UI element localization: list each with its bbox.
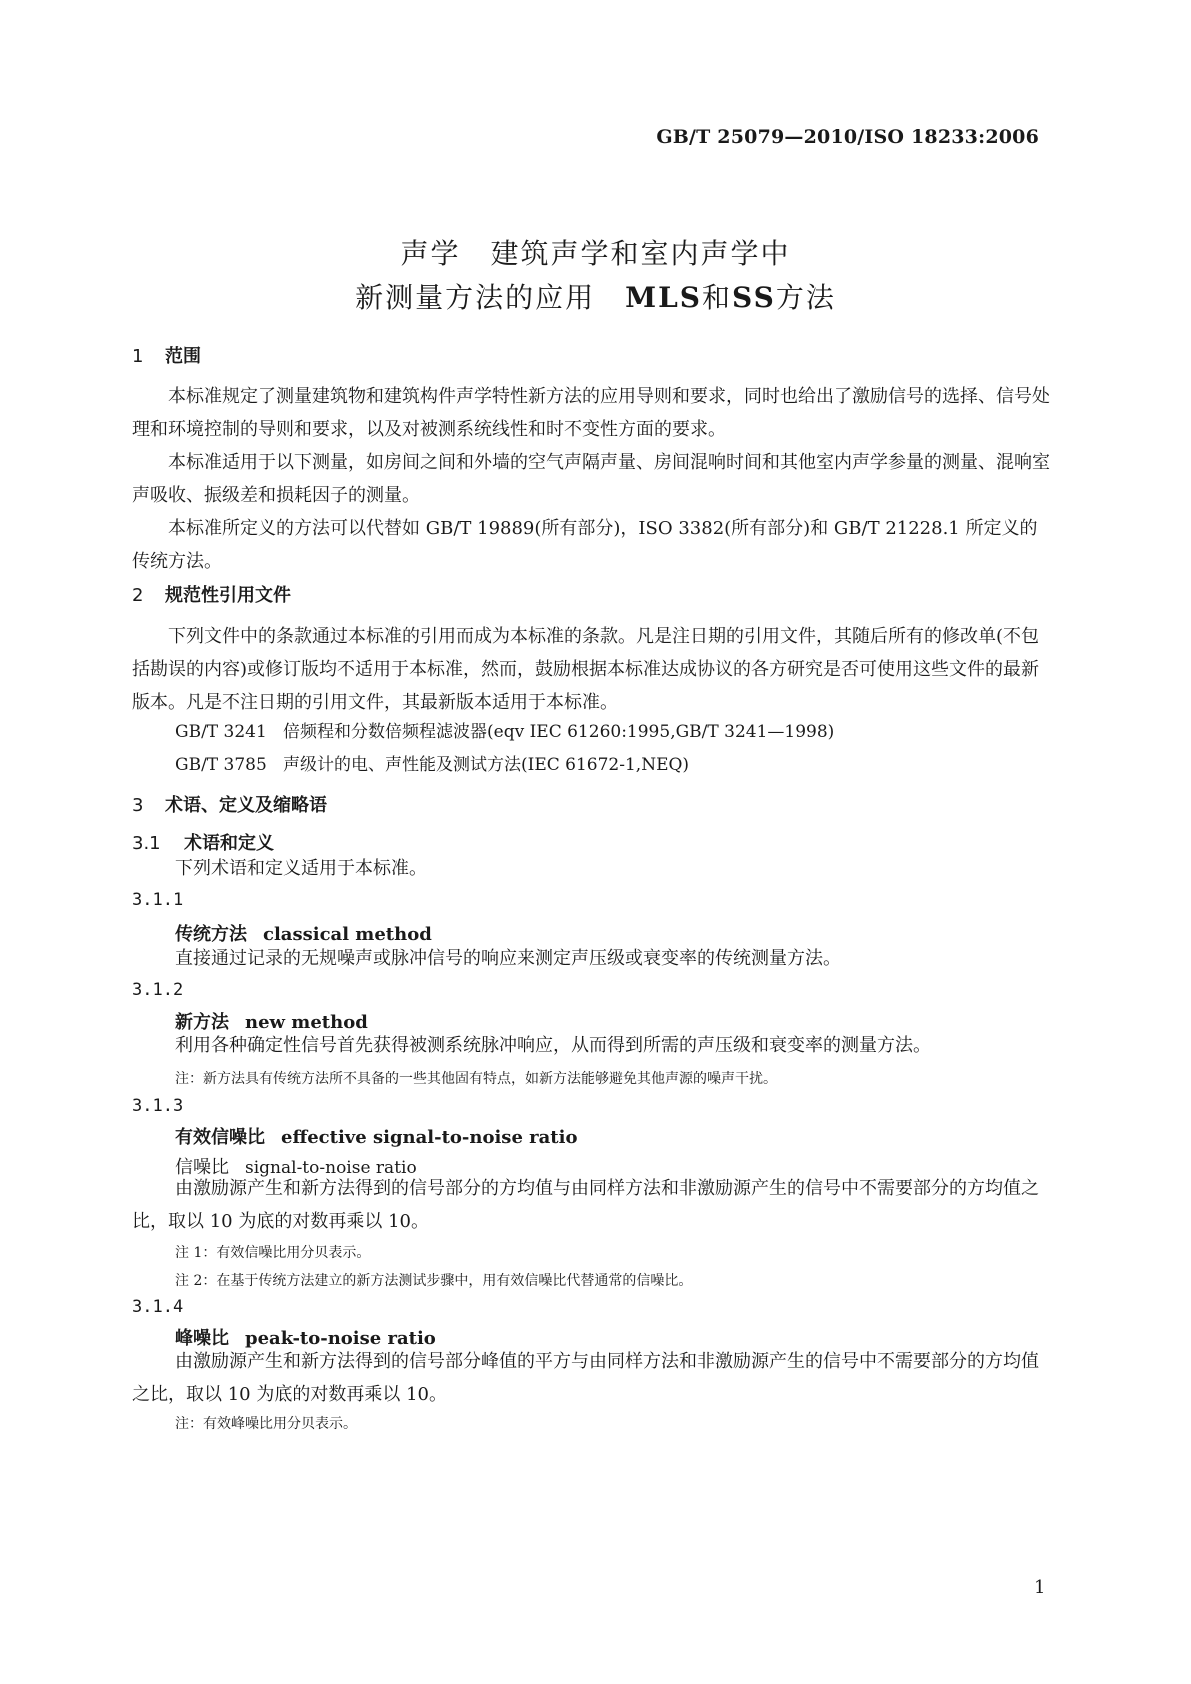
term-cn: 峰噪比 xyxy=(175,1328,229,1349)
term-number: 3.1.1 xyxy=(132,890,184,910)
section-number: 1 xyxy=(132,346,144,367)
section-2-heading xyxy=(132,581,291,607)
document-title-line-1: 声学 建筑声学和室内声学中 xyxy=(400,237,791,270)
section-number: 3.1 xyxy=(132,833,161,854)
term-definition: 由激励源产生和新方法得到的信号部分的方均值与由同样方法和非激励源产生的信号中不需要部分的方均值之比，取以 10 为底的对数再乘以 10。 xyxy=(132,1178,1039,1232)
title-line2-cn: 新测量方法的应用 xyxy=(355,281,626,314)
section-3-1-intro: 下列术语和定义适用于本标准。 xyxy=(175,858,427,879)
alt-term-cn: 信噪比 xyxy=(175,1157,229,1178)
reference-code: GB/T 3241 xyxy=(175,722,267,742)
section-3-heading xyxy=(132,791,327,817)
section-1-paragraph-2: 本标准适用于以下测量，如房间之间和外墙的空气声隔声量、房间混响时间和其他室内声学参量的测量、混响室声吸收、振级差和损耗因子的测量。 xyxy=(132,452,1050,506)
title-ss: SS xyxy=(732,281,776,314)
term-heading xyxy=(175,1123,577,1149)
section-number: 2 xyxy=(132,585,144,606)
section-number: 3 xyxy=(132,795,144,816)
title-he: 和 xyxy=(702,281,733,314)
normative-reference xyxy=(175,717,834,742)
section-title: 术语和定义 xyxy=(184,833,274,854)
term-en: peak-to-noise ratio xyxy=(245,1328,436,1349)
term-definition: 直接通过记录的无规噪声或脉冲信号的响应来测定声压级或衰变率的传统测量方法。 xyxy=(175,948,841,969)
document-title-line-2 xyxy=(0,276,1191,316)
term-definition: 由激励源产生和新方法得到的信号部分峰值的平方与由同样方法和非激励源产生的信号中不需要部分的方均值之比，取以 10 为底的对数再乘以 10。 xyxy=(132,1351,1039,1405)
term-note-1: 注 1：有效信噪比用分贝表示。 xyxy=(175,1245,371,1261)
section-title: 范围 xyxy=(165,346,201,367)
section-1-paragraph-3: 本标准所定义的方法可以代替如 GB/T 19889(所有部分)，ISO 3382(所有部分)和 GB/T 21228.1 所定义的传统方法。 xyxy=(132,518,1038,572)
term-en: effective signal-to-noise ratio xyxy=(281,1127,578,1148)
section-title: 规范性引用文件 xyxy=(165,585,291,606)
term-number: 3.1.3 xyxy=(132,1096,184,1116)
standard-number: GB/T 25079—2010/ISO 18233:2006 xyxy=(656,126,1039,148)
reference-title: 倍频程和分数倍频程滤波器(eqv IEC 61260:1995,GB/T 3241—1998) xyxy=(283,722,835,742)
section-2-paragraph-1: 下列文件中的条款通过本标准的引用而成为本标准的条款。凡是注日期的引用文件，其随后所有的修改单(不包括勘误的内容)或修订版均不适用于本标准，然而，鼓励根据本标准达成协议的各方研究是否可使用这些文件的最新版本。凡是不注日期的引用文件，其最新版本适用于本标准。 xyxy=(132,626,1040,713)
term-definition: 利用各种确定性信号首先获得被测系统脉冲响应，从而得到所需的声压级和衰变率的测量方法。 xyxy=(175,1035,931,1056)
term-en: new method xyxy=(245,1012,368,1033)
term-note: 注：有效峰噪比用分贝表示。 xyxy=(175,1416,357,1432)
page-number: 1 xyxy=(1034,1577,1046,1598)
section-1-paragraph-1: 本标准规定了测量建筑物和建筑构件声学特性新方法的应用导则和要求，同时也给出了激励信号的选择、信号处理和环境控制的导则和要求，以及对被测系统线性和时不变性方面的要求。 xyxy=(132,386,1050,440)
section-title: 术语、定义及缩略语 xyxy=(165,795,327,816)
reference-code: GB/T 3785 xyxy=(175,755,267,775)
term-number: 3.1.2 xyxy=(132,980,184,1000)
title-mls: MLS xyxy=(625,281,703,314)
term-note: 注：新方法具有传统方法所不具备的一些其他固有特点，如新方法能够避免其他声源的噪声干扰。 xyxy=(175,1071,777,1087)
term-note-2: 注 2：在基于传统方法建立的新方法测试步骤中，用有效信噪比代替通常的信噪比。 xyxy=(175,1273,693,1289)
term-number: 3.1.4 xyxy=(132,1297,184,1317)
reference-title: 声级计的电、声性能及测试方法(IEC 61672-1,NEQ) xyxy=(283,755,690,775)
term-cn: 有效信噪比 xyxy=(175,1127,265,1148)
title-fangfa: 方法 xyxy=(775,281,836,314)
normative-reference xyxy=(175,750,689,775)
term-cn: 传统方法 xyxy=(175,924,247,945)
term-en: classical method xyxy=(263,924,432,945)
alt-term-en: signal-to-noise ratio xyxy=(245,1158,417,1178)
term-cn: 新方法 xyxy=(175,1012,229,1033)
section-1-heading xyxy=(132,342,201,368)
